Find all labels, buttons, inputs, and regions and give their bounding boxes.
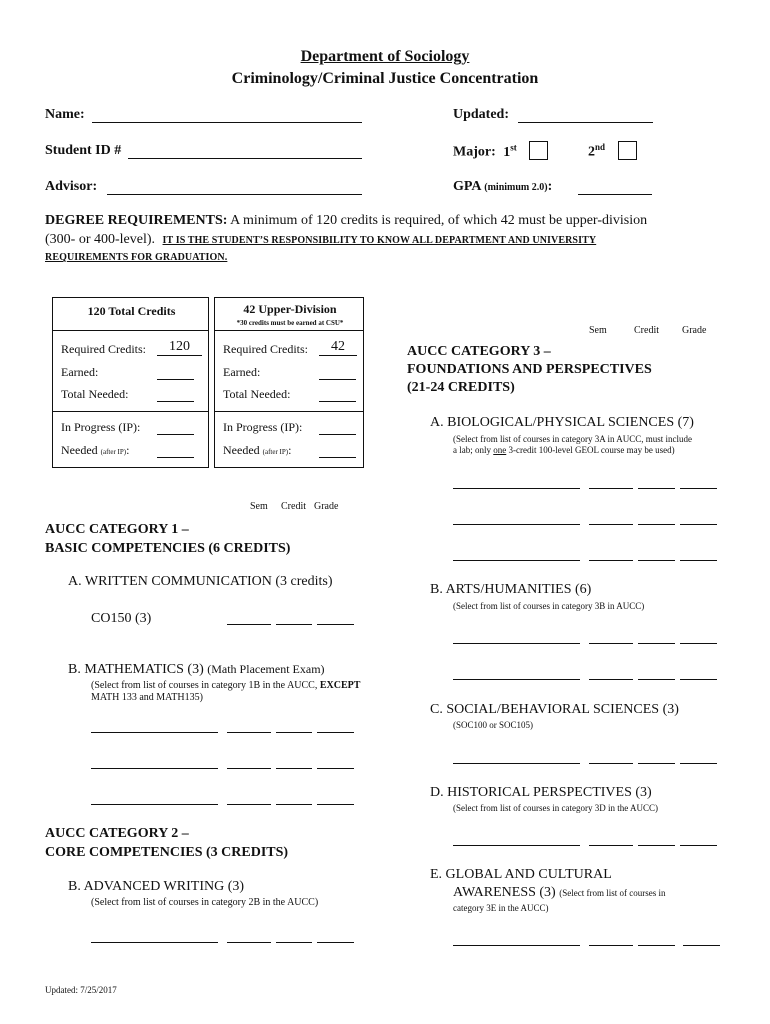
arts-course-2-sem[interactable] (589, 679, 633, 680)
co150-credit-field[interactable] (276, 624, 312, 625)
aucc2-title-2: CORE COMPETENCIES (3 CREDITS) (45, 845, 289, 860)
bio-course-3-field[interactable] (453, 560, 580, 561)
advisor-label: Advisor: (45, 179, 98, 194)
bio-course-3-grade[interactable] (680, 560, 717, 561)
upper-required-value: 42 (319, 339, 357, 356)
history-course-field[interactable] (453, 845, 580, 846)
bio-course-3-credit[interactable] (638, 560, 675, 561)
aucc3-c-note: (SOC100 or SOC105) (453, 720, 534, 730)
global-course-sem[interactable] (589, 945, 633, 946)
aucc2-title-1: AUCC CATEGORY 2 – (45, 826, 189, 841)
total-in-progress-field[interactable] (157, 434, 194, 435)
writing-course-sem[interactable] (227, 942, 271, 943)
social-course-grade[interactable] (680, 763, 717, 764)
aucc3-e-title-1: E. GLOBAL AND CULTURAL (430, 867, 612, 882)
social-course-field[interactable] (453, 763, 580, 764)
upper-earned-label: Earned: (223, 365, 261, 379)
footer-updated: Updated: 7/25/2017 (45, 985, 117, 995)
aucc3-b-title: B. ARTS/HUMANITIES (6) (430, 582, 592, 597)
degree-requirements-label: DEGREE REQUIREMENTS: (45, 213, 228, 228)
total-needed-label: Total Needed: (61, 387, 129, 401)
bio-course-2-sem[interactable] (589, 524, 633, 525)
aucc1-b-note-2: MATH 133 and MATH135) (91, 692, 203, 703)
col-header-sem-right: Sem (589, 325, 607, 336)
total-needed-after-ip-field[interactable] (157, 457, 194, 458)
aucc3-d-note: (Select from list of courses in category 3D in the AUCC) (453, 803, 658, 813)
degree-requirements-text: A minimum of 120 credits is required, of which 42 must be upper-division (230, 213, 648, 228)
history-course-sem[interactable] (589, 845, 633, 846)
math-course-2-credit[interactable] (276, 768, 312, 769)
math-course-3-grade[interactable] (317, 804, 354, 805)
bio-course-1-credit[interactable] (638, 488, 675, 489)
arts-course-1-field[interactable] (453, 643, 580, 644)
aucc1-a-course: CO150 (3) (91, 611, 152, 626)
col-header-grade-left: Grade (314, 501, 339, 512)
student-id-field[interactable] (128, 144, 362, 159)
total-needed-field[interactable] (157, 401, 194, 402)
history-course-grade[interactable] (680, 845, 717, 846)
writing-course-credit[interactable] (276, 942, 312, 943)
bio-course-2-grade[interactable] (680, 524, 717, 525)
math-course-3-field[interactable] (91, 804, 218, 805)
aucc3-title-3: (21-24 CREDITS) (407, 380, 515, 395)
global-course-field[interactable] (453, 945, 580, 946)
arts-course-1-credit[interactable] (638, 643, 675, 644)
math-course-2-field[interactable] (91, 768, 218, 769)
total-earned-field[interactable] (157, 379, 194, 380)
aucc3-a-note-2: a lab; only one 3-credit 100-level GEOL course may be used) (453, 445, 675, 455)
col-header-grade-right: Grade (682, 325, 707, 336)
math-course-1-grade[interactable] (317, 732, 354, 733)
co150-sem-field[interactable] (227, 624, 271, 625)
arts-course-1-sem[interactable] (589, 643, 633, 644)
degree-requirements (45, 213, 647, 229)
total-credits-title: 120 Total Credits (87, 304, 176, 318)
page-subtitle: Criminology/Criminal Justice Concentration (231, 70, 539, 87)
advisor-field[interactable] (107, 180, 362, 195)
major-label: Major: (453, 144, 496, 160)
upper-in-progress-field[interactable] (319, 434, 356, 435)
upper-needed-after-ip-field[interactable] (319, 457, 356, 458)
responsibility-note-2: REQUIREMENTS FOR GRADUATION. (45, 252, 228, 263)
global-course-grade[interactable] (683, 945, 720, 946)
major-row (453, 142, 517, 161)
aucc3-e-title-2: AWARENESS (3) (Select from list of courses in (453, 885, 666, 900)
math-course-2-grade[interactable] (317, 768, 354, 769)
major-first-label: 1st (503, 142, 517, 160)
total-in-progress-label: In Progress (IP): (61, 420, 141, 434)
aucc3-d-title: D. HISTORICAL PERSPECTIVES (3) (430, 785, 652, 800)
history-course-credit[interactable] (638, 845, 675, 846)
upper-needed-after-ip-label: Needed (after IP): (223, 443, 292, 457)
aucc3-title-2: FOUNDATIONS AND PERSPECTIVES (407, 362, 652, 377)
math-course-3-credit[interactable] (276, 804, 312, 805)
name-label: Name: (45, 107, 85, 122)
major-first-checkbox[interactable] (529, 141, 548, 160)
aucc1-b-note-1: (Select from list of courses in category 1B in the AUCC, EXCEPT (91, 680, 361, 691)
student-id-label: Student ID # (45, 143, 122, 158)
math-course-3-sem[interactable] (227, 804, 271, 805)
responsibility-note-1: IT IS THE STUDENT’S RESPONSIBILITY TO KNOW ALL DEPARTMENT AND UNIVERSITY (162, 235, 597, 246)
aucc3-b-note: (Select from list of courses in category 3B in AUCC) (453, 601, 645, 611)
gpa-field[interactable] (578, 180, 652, 195)
social-course-sem[interactable] (589, 763, 633, 764)
total-needed-after-ip-label: Needed (after IP): (61, 443, 130, 457)
arts-course-2-field[interactable] (453, 679, 580, 680)
total-required-label: Required Credits: (61, 342, 146, 356)
bio-course-2-credit[interactable] (638, 524, 675, 525)
updated-field[interactable] (518, 108, 653, 123)
math-course-1-field[interactable] (91, 732, 218, 733)
social-course-credit[interactable] (638, 763, 675, 764)
bio-course-2-field[interactable] (453, 524, 580, 525)
aucc1-a-title: A. WRITTEN COMMUNICATION (3 credits) (68, 574, 333, 589)
co150-grade-field[interactable] (317, 624, 354, 625)
writing-course-field[interactable] (91, 942, 218, 943)
bio-course-1-field[interactable] (453, 488, 580, 489)
col-header-credit-left: Credit (281, 501, 306, 512)
aucc1-title-1: AUCC CATEGORY 1 – (45, 522, 189, 537)
upper-earned-field[interactable] (319, 379, 356, 380)
upper-division-subtitle: *30 credits must be earned at CSU* (236, 319, 344, 327)
aucc3-c-title: C. SOCIAL/BEHAVIORAL SCIENCES (3) (430, 702, 679, 717)
aucc3-a-note-1: (Select from list of courses in category 3A in AUCC, must include (453, 434, 692, 444)
upper-division-box (214, 297, 364, 468)
math-course-2-sem[interactable] (227, 768, 271, 769)
name-field[interactable] (92, 108, 362, 123)
aucc3-e-note-2: category 3E in the AUCC) (453, 903, 549, 913)
page-title: Department of Sociology (300, 48, 470, 65)
arts-course-1-grade[interactable] (680, 643, 717, 644)
writing-course-grade[interactable] (317, 942, 354, 943)
bio-course-3-sem[interactable] (589, 560, 633, 561)
aucc3-a-title: A. BIOLOGICAL/PHYSICAL SCIENCES (7) (430, 415, 694, 430)
aucc1-title-2: BASIC COMPETENCIES (6 CREDITS) (45, 541, 291, 556)
bio-course-1-grade[interactable] (680, 488, 717, 489)
math-course-1-credit[interactable] (276, 732, 312, 733)
upper-division-title: 42 Upper-Division (243, 302, 337, 316)
col-header-sem-left: Sem (250, 501, 268, 512)
upper-needed-label: Total Needed: (223, 387, 291, 401)
arts-course-2-grade[interactable] (680, 679, 717, 680)
aucc2-b-title: B. ADVANCED WRITING (3) (68, 879, 245, 894)
aucc1-b-title: B. MATHEMATICS (3) (Math Placement Exam) (68, 662, 325, 677)
aucc2-b-note: (Select from list of courses in category 2B in the AUCC) (91, 897, 319, 908)
math-course-1-sem[interactable] (227, 732, 271, 733)
aucc3-title-1: AUCC CATEGORY 3 – (407, 344, 551, 359)
upper-needed-field[interactable] (319, 401, 356, 402)
degree-requirements-line2: (300- or 400-level). IT IS THE STUDENT’S RESPONSIBILITY TO KNOW ALL DEPARTMENT AND UNIVERSITY (45, 232, 597, 247)
bio-course-1-sem[interactable] (589, 488, 633, 489)
gpa-label-row: GPA (minimum 2.0): (453, 179, 553, 194)
total-credits-box (52, 297, 209, 468)
upper-in-progress-label: In Progress (IP): (223, 420, 303, 434)
updated-label: Updated: (453, 107, 510, 122)
arts-course-2-credit[interactable] (638, 679, 675, 680)
total-required-value: 120 (157, 339, 202, 356)
total-earned-label: Earned: (61, 365, 99, 379)
major-second-label: 2nd (588, 142, 606, 160)
upper-required-label: Required Credits: (223, 342, 308, 356)
col-header-credit-right: Credit (634, 325, 659, 336)
global-course-credit[interactable] (638, 945, 675, 946)
major-second-checkbox[interactable] (618, 141, 637, 160)
